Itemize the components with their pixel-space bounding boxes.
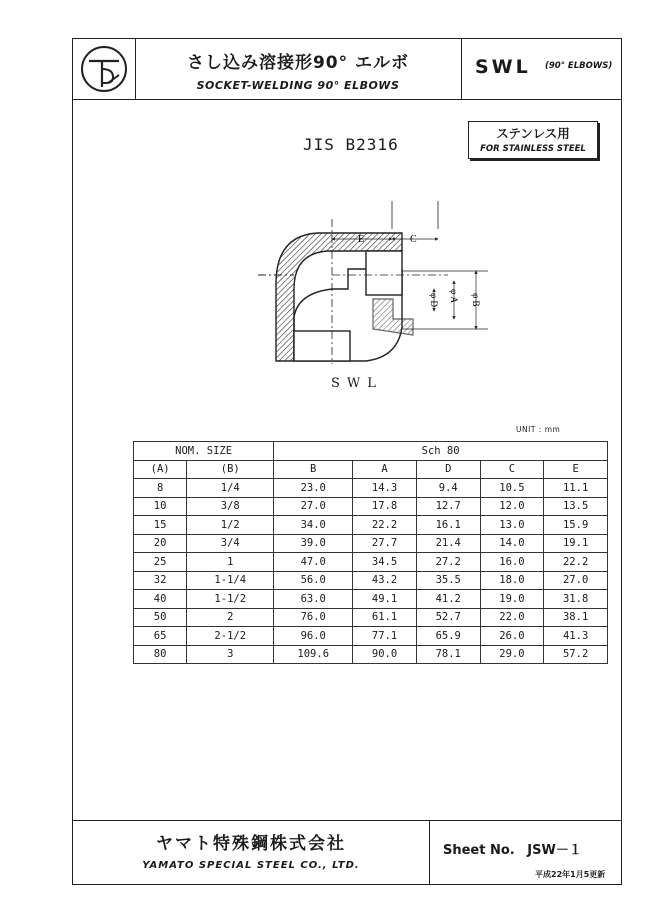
- table-cell: 2-1/2: [187, 627, 274, 646]
- standard-code: JIS B2316: [303, 135, 399, 154]
- title-japanese: さし込み溶接形90° エルボ: [186, 53, 410, 73]
- table-cell: 27.7: [353, 534, 417, 553]
- col-header: A: [353, 460, 417, 479]
- table-cell: 78.1: [416, 645, 480, 664]
- table-cell: 22.0: [480, 608, 544, 627]
- table-cell: 65.9: [416, 627, 480, 646]
- dim-label-d: φ D: [429, 293, 439, 307]
- table-cell: 8: [134, 479, 187, 498]
- table-cell: 1/4: [187, 479, 274, 498]
- table-cell: 17.8: [353, 497, 417, 516]
- company-cell: [73, 821, 430, 885]
- table-cell: 56.0: [274, 571, 353, 590]
- product-code-subtitle: (90° ELBOWS): [545, 61, 613, 71]
- dim-label-e: E: [358, 234, 365, 245]
- dimension-lines: [332, 201, 488, 329]
- table-cell: 77.1: [353, 627, 417, 646]
- title-cell: [135, 39, 462, 99]
- table-cell: 90.0: [353, 645, 417, 664]
- elbow-drawing: [258, 189, 481, 364]
- table-cell: 96.0: [274, 627, 353, 646]
- table-row: [134, 590, 608, 609]
- company-logo: [73, 39, 136, 99]
- table-cell: 34.0: [274, 516, 353, 535]
- table-cell: 49.1: [353, 590, 417, 609]
- table-cell: 15: [134, 516, 187, 535]
- table-cell: 18.0: [480, 571, 544, 590]
- table-cell: 11.1: [544, 479, 608, 498]
- table-row: [134, 534, 608, 553]
- table-cell: 20: [134, 534, 187, 553]
- table-cell: 41.3: [544, 627, 608, 646]
- table-cell: 12.7: [416, 497, 480, 516]
- material-japanese: ステンレス用: [496, 126, 570, 141]
- dimension-table: [133, 441, 608, 664]
- table-cell: 41.2: [416, 590, 480, 609]
- table-cell: 40: [134, 590, 187, 609]
- col-header: E: [544, 460, 608, 479]
- table-cell: 3: [187, 645, 274, 664]
- table-cell: 50: [134, 608, 187, 627]
- table-row: [134, 516, 608, 535]
- table-row: [134, 479, 608, 498]
- revision-date: 平成22年1月5更新: [535, 870, 606, 879]
- table-cell: 34.5: [353, 553, 417, 572]
- table-row: [134, 645, 608, 664]
- table-cell: 22.2: [544, 553, 608, 572]
- col-header: B: [274, 460, 353, 479]
- table-cell: 31.8: [544, 590, 608, 609]
- dim-label-a: φ A: [449, 289, 459, 303]
- col-header: D: [416, 460, 480, 479]
- table-cell: 19.0: [480, 590, 544, 609]
- table-cell: 27.2: [416, 553, 480, 572]
- table-cell: 63.0: [274, 590, 353, 609]
- table-cell: 32: [134, 571, 187, 590]
- table-cell: 16.0: [480, 553, 544, 572]
- dim-label-b: φ B: [471, 293, 481, 307]
- drawing-label: SWL: [331, 376, 383, 391]
- drawing-sheet: [72, 38, 622, 885]
- table-cell: 14.0: [480, 534, 544, 553]
- table-cell: 25: [134, 553, 187, 572]
- table-cell: 65: [134, 627, 187, 646]
- title-english: SOCKET-WELDING 90° ELBOWS: [196, 79, 400, 92]
- table-cell: 10: [134, 497, 187, 516]
- table-cell: 2: [187, 608, 274, 627]
- col-header: (B): [187, 460, 274, 479]
- table-cell: 21.4: [416, 534, 480, 553]
- product-code-cell: [461, 39, 621, 99]
- table-cell: 12.0: [480, 497, 544, 516]
- table-cell: 35.5: [416, 571, 480, 590]
- elbow-body: [258, 219, 448, 364]
- schedule-header: Sch 80: [274, 442, 608, 461]
- table-cell: 10.5: [480, 479, 544, 498]
- table-cell: 9.4: [416, 479, 480, 498]
- table-cell: 61.1: [353, 608, 417, 627]
- col-header: (A): [134, 460, 187, 479]
- table-cell: 109.6: [274, 645, 353, 664]
- title-block: [73, 39, 621, 100]
- col-header: C: [480, 460, 544, 479]
- table-cell: 16.1: [416, 516, 480, 535]
- table-cell: 23.0: [274, 479, 353, 498]
- table-cell: 3/4: [187, 534, 274, 553]
- unit-label: UNIT : mm: [516, 425, 561, 434]
- table-cell: 27.0: [544, 571, 608, 590]
- table-row: [134, 608, 608, 627]
- company-english: YAMATO SPECIAL STEEL CO., LTD.: [142, 860, 360, 871]
- table-cell: 1-1/2: [187, 590, 274, 609]
- table-cell: 22.2: [353, 516, 417, 535]
- dim-label-c: C: [410, 234, 417, 245]
- table-cell: 13.5: [544, 497, 608, 516]
- sheet-no: JSW－１: [527, 843, 582, 858]
- table-cell: 1/2: [187, 516, 274, 535]
- table-cell: 76.0: [274, 608, 353, 627]
- sheet-label: Sheet No.: [443, 843, 515, 858]
- material-english: FOR STAINLESS STEEL: [480, 144, 586, 154]
- table-cell: 19.1: [544, 534, 608, 553]
- table-cell: 3/8: [187, 497, 274, 516]
- table-cell: 43.2: [353, 571, 417, 590]
- table-cell: 47.0: [274, 553, 353, 572]
- material-box: [468, 121, 598, 159]
- product-code: SWL: [475, 56, 531, 78]
- table-cell: 57.2: [544, 645, 608, 664]
- table-cell: 14.3: [353, 479, 417, 498]
- table-row: [134, 571, 608, 590]
- table-cell: 29.0: [480, 645, 544, 664]
- table-cell: 80: [134, 645, 187, 664]
- nom-size-header: NOM. SIZE: [134, 442, 274, 461]
- table-row: [134, 553, 608, 572]
- table-cell: 39.0: [274, 534, 353, 553]
- table-row: [134, 627, 608, 646]
- table-body: [134, 479, 608, 664]
- footer-block: [73, 820, 621, 885]
- table-cell: 1: [187, 553, 274, 572]
- table-cell: 13.0: [480, 516, 544, 535]
- table-cell: 52.7: [416, 608, 480, 627]
- sheet-number: [443, 839, 582, 858]
- table-cell: 15.9: [544, 516, 608, 535]
- company-japanese: ヤマト特殊鋼株式会社: [156, 834, 346, 854]
- table-cell: 1-1/4: [187, 571, 274, 590]
- table-row: [134, 497, 608, 516]
- table-cell: 26.0: [480, 627, 544, 646]
- table-cell: 27.0: [274, 497, 353, 516]
- table-cell: 38.1: [544, 608, 608, 627]
